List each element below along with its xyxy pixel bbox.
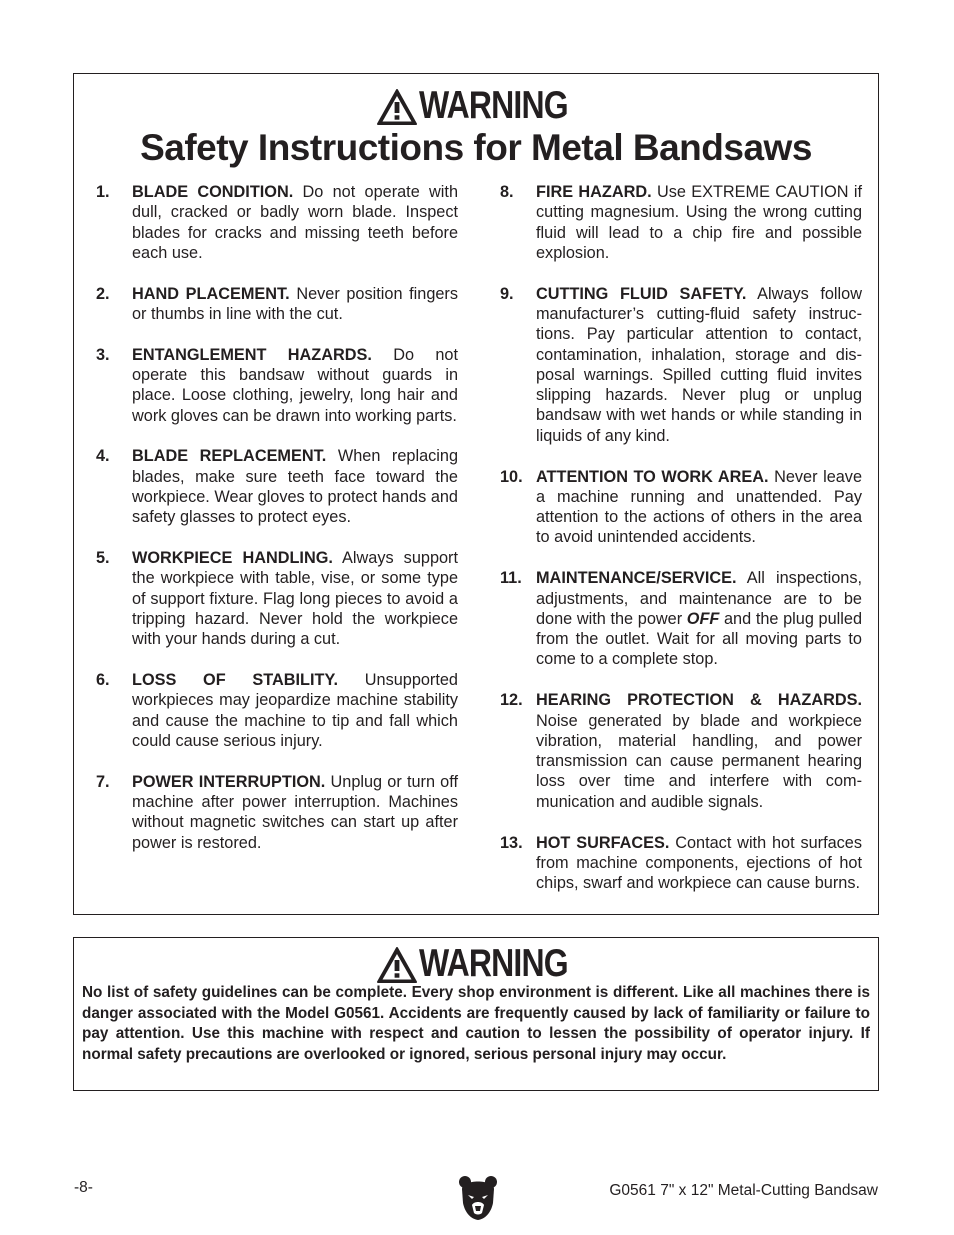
safety-list-item [500,467,862,548]
item-text: Use EXTREME CAUTION if cutting magnesium. Using the wrong cutting fluid will lead to a chip fire and possible explosion. [536,183,862,262]
safety-list-item [500,690,862,812]
page-number: -8- [74,1179,93,1196]
safety-list-item [500,182,862,263]
item-heading: HOT SURFACES. [536,833,670,852]
item-heading: MAINTENANCE/SERVICE. [536,569,737,588]
safety-list-item [500,284,862,446]
item-heading: WORKPIECE HANDLING. [132,549,333,568]
warning-label: WARNING [419,84,569,127]
safety-list-item [96,182,458,263]
item-heading: FIRE HAZARD. [536,183,652,201]
safety-list-item [96,548,458,649]
item-number: 8. [500,183,514,201]
item-heading: HEARING PROTECTION & HAZARDS. [536,691,862,710]
item-number: 10. [500,467,523,486]
item-text: When replacing blades, make sure teeth face toward the workpiece. Wear gloves to protect hands and safety glasses to protect eyes. [132,447,458,527]
item-number: 3. [96,345,110,364]
item-heading: CUTTING FLUID SAFETY. [536,284,747,303]
item-heading: ATTENTION TO WORK AREA. [536,467,769,486]
item-heading: BLADE CONDITION. [132,183,294,201]
item-text: All inspections, adjustments, and maintenance are to be done with the power [536,569,862,628]
item-number: 12. [500,691,523,710]
item-number: 2. [96,284,110,303]
item-heading: ENTANGLEMENT HAZARDS. [132,345,372,364]
item-number: 13. [500,833,523,852]
safety-list-item [500,833,862,894]
safety-list-item [96,284,458,325]
warning-triangle-icon [376,88,418,126]
warning-banner [74,942,878,986]
manual-title: G0561 7" x 12" Metal-Cutting Bandsaw [609,1182,878,1199]
item-number: 9. [500,284,514,303]
item-text: Unplug or turn off machine after power interruption. Machines without magnetic switches can start up after power is restored. [132,772,458,852]
item-heading: LOSS OF STABILITY. [132,671,339,690]
item-text: Do not operate this bandsaw without guards in place. Loose clothing, jewelry, long hair and work gloves can be drawn into working parts. [132,345,458,425]
item-number: 11. [500,569,522,588]
item-text: Always support the workpiece with table, vise, or some type of support fixture. Flag long pieces to avoid a tripping hazard. Never hold the workpiece with your hands during a cut. [132,549,458,649]
left-column [96,182,458,874]
item-number: 4. [96,447,110,466]
safety-list-item [500,568,862,669]
item-text: Never leave a machine running and unattended. Pay attention to the actions of others in the area to avoid unintended accidents. [536,467,862,547]
item-text: and the plug pulled from the outlet. Wait for all moving parts to come to a complete stop. [536,609,862,669]
item-text: Do not operate with dull, cracked or badly worn blade. Inspect blades for cracks and missing teeth before each use. [132,183,458,262]
right-column [500,182,862,914]
warning-notice-text: No list of safety guidelines can be complete. Every shop environment is different. Like all machines there is danger associated with the Model G0561. Accidents are frequently caused by lack of familiarity or failure to pay attention. Use this machine with respect and caution to lessen the possibility of operator injury. If normal safety precautions are overlooked or ignored, serious personal injury may occur. [82,984,870,1063]
item-number: 1. [96,183,110,201]
page-title: Safety Instructions for Metal Bandsaws [140,127,812,168]
safety-list-item [96,670,458,751]
safety-list-item [96,345,458,426]
item-text: Noise generated by blade and workpiece vibration, material handling, and power transmission can cause permanent hearing loss over time and interfere with communication and audible signals. [536,711,862,811]
item-heading: HAND PLACEMENT. [132,284,290,303]
warning-triangle-icon [376,946,418,984]
warning-label: WARNING [419,942,569,985]
warning-banner [74,84,878,128]
safety-list-item [96,446,458,527]
item-text: Unsupported workpieces may jeopardize machine stability and cause the machine to tip and fall which could cause serious injury. [132,671,458,751]
item-number: 5. [96,549,110,568]
item-text: Contact with hot surfaces from machine components, ejections of hot chips, swarf and workpiece can cause burns. [536,833,862,893]
item-number: 6. [96,671,110,690]
general-warning-box [73,937,879,1091]
bear-head-logo-icon [458,1175,498,1221]
item-heading: BLADE REPLACEMENT. [132,447,327,466]
safety-instructions-box [73,73,879,915]
item-text: Never position fingers or thumbs in line with the cut. [132,284,458,323]
item-number: 7. [96,772,110,791]
item-heading: POWER INTERRUPTION. [132,772,326,791]
item-emphasis: OFF [686,609,720,628]
safety-list-item [96,772,458,853]
item-text: Always follow manufacturer’s cutting-fluid safety instructions. Pay particular attention to contact, contamination, inhalation, storage and disposal warnings. Spilled cutting fluid invites slipping hazards. Never plug or unplug bandsaw with wet hands or while standing in liquids of any kind. [536,284,862,445]
